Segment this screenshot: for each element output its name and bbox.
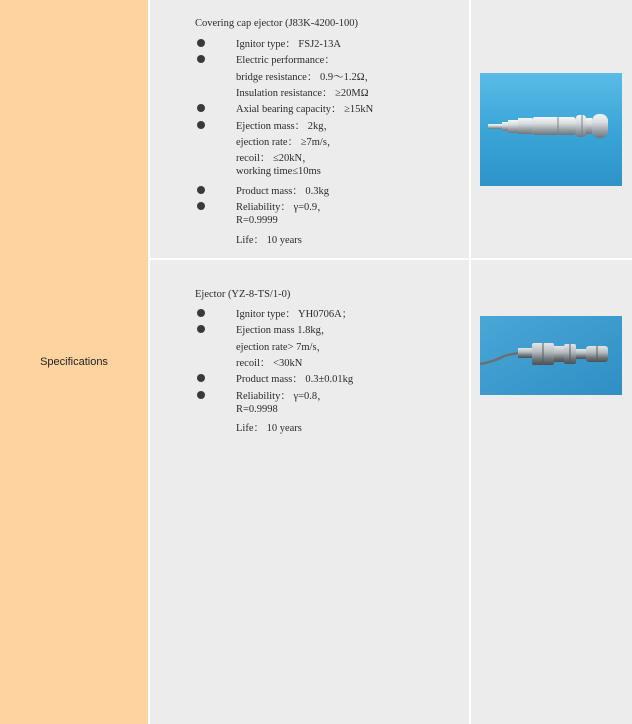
bullet-icon	[197, 39, 205, 47]
spec-text: working time≤10ms	[236, 166, 321, 178]
spec-line	[195, 339, 465, 355]
bullet-icon	[197, 391, 205, 399]
spec-line	[195, 134, 465, 150]
bullet-icon	[197, 55, 205, 63]
spec-line	[195, 85, 465, 101]
spec-line	[195, 420, 465, 436]
product-image-cell-2	[471, 260, 632, 724]
ejector-photo	[480, 73, 622, 186]
spec-text: Product mass： 0.3kg	[236, 185, 330, 197]
spec-text: R=0.9998	[236, 403, 278, 415]
spec-text: Ejection mass： 2kg，	[236, 120, 334, 132]
spec-line	[195, 118, 465, 134]
spec-line	[195, 355, 465, 371]
spec-text: R=0.9999	[236, 215, 278, 227]
bullet-icon	[197, 309, 205, 317]
spec-line	[195, 215, 465, 231]
spec-text: Reliability： γ=0.8，	[236, 390, 328, 402]
product-row-2	[150, 260, 632, 724]
spec-line	[195, 183, 465, 199]
spec-line	[195, 150, 465, 166]
spec-line	[195, 388, 465, 404]
spec-text: Reliability： γ=0.9，	[236, 202, 328, 213]
spec-line	[195, 371, 465, 387]
spec-line	[195, 232, 465, 248]
specifications-cell	[0, 0, 148, 724]
product-text-cell-2	[150, 260, 469, 724]
spec-text: Ignitor type： YH0706A；	[236, 309, 353, 320]
spec-line	[195, 404, 465, 420]
specifications-label: Specifications	[40, 356, 108, 368]
bullet-icon	[197, 186, 205, 194]
spec-line	[195, 52, 465, 68]
product-title: Ejector (YZ-8-TS/1-0)	[195, 289, 291, 300]
bullet-icon	[197, 325, 205, 333]
product-image-cell-1	[471, 0, 632, 258]
spec-text: Axial bearing capacity： ≥15kN	[236, 104, 374, 116]
product-title: Covering cap ejector (J83K-4200-100)	[195, 18, 358, 29]
spec-line	[195, 166, 465, 182]
spec-text: bridge resistance： 0.9～1.2Ω，	[236, 71, 376, 83]
spec-text: Life： 10 years	[236, 234, 302, 246]
spec-text: recoil： ≤20kN，	[236, 153, 313, 165]
spec-line	[195, 69, 465, 85]
spec-text: recoil： <30kN	[236, 357, 303, 369]
spec-line	[195, 322, 465, 338]
spec-line	[195, 199, 465, 215]
bullet-icon	[197, 374, 205, 382]
spec-text: ejection rate： ≥7m/s，	[236, 136, 338, 148]
bullet-icon	[197, 202, 205, 210]
spec-line	[195, 306, 465, 322]
spec-text: Insulation resistance： ≥20MΩ	[236, 87, 369, 99]
ejector-photo	[480, 316, 622, 395]
spec-text: Product mass： 0.3±0.01kg	[236, 374, 354, 386]
spec-text: ejection rate> 7m/s，	[236, 341, 328, 353]
spec-text: Ejection mass 1.8kg，	[236, 325, 332, 337]
spec-text: Life： 10 years	[236, 423, 302, 435]
spec-text: Ignitor type： FSJ2-13A	[236, 39, 341, 50]
bullet-icon	[197, 121, 205, 129]
spec-line	[195, 101, 465, 117]
spec-line	[195, 36, 465, 52]
product-row-1	[150, 0, 632, 258]
product-text-cell-1	[150, 0, 469, 258]
bullet-icon	[197, 104, 205, 112]
spec-text: Electric performance：	[236, 55, 335, 67]
